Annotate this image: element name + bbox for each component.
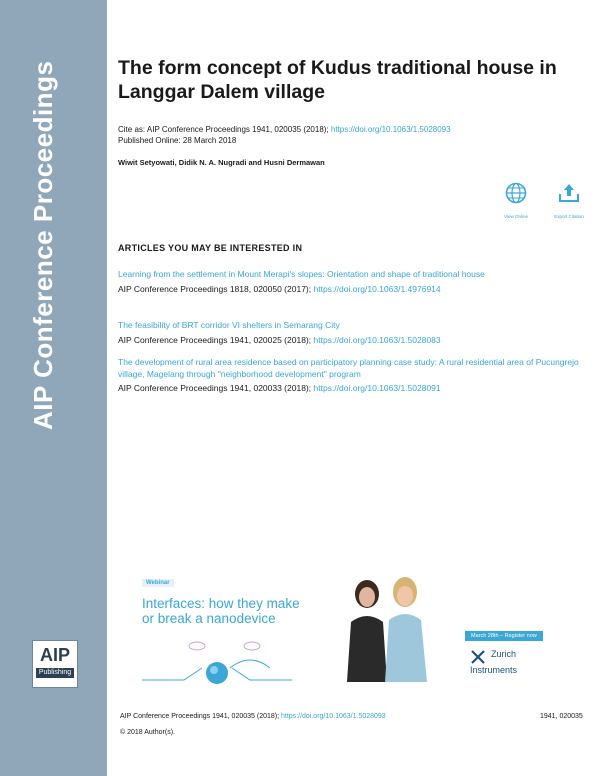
footer-doi-link[interactable]: https://doi.org/10.1063/1.5028093 bbox=[281, 713, 386, 720]
aip-publishing-logo[interactable] bbox=[32, 640, 78, 688]
sidebar bbox=[0, 0, 107, 776]
footer-cite-prefix: AIP Conference Proceedings 1941, 020035 (2018); bbox=[120, 713, 280, 720]
webinar-badge: Webinar bbox=[142, 579, 174, 587]
globe-icon bbox=[505, 182, 527, 204]
article-doi-link[interactable]: https://doi.org/10.1063/1.4976914 bbox=[313, 283, 441, 294]
article-doi-link[interactable]: https://doi.org/10.1063/1.5028083 bbox=[313, 334, 441, 345]
cite-doi-link[interactable]: https://doi.org/10.1063/1.5028093 bbox=[330, 125, 451, 134]
export-citation-button[interactable] bbox=[546, 182, 592, 219]
related-article-source bbox=[118, 383, 588, 395]
footer-page-ref: 1941, 020035 bbox=[540, 713, 583, 720]
company-name: Instruments bbox=[470, 665, 518, 675]
zurich-instruments-mark-icon bbox=[470, 649, 486, 665]
authors: Wiwit Setyowati, Didik N. A. Nugradi and Husni Dermawan bbox=[118, 158, 325, 167]
published-date: Published Online: 28 March 2018 bbox=[118, 136, 237, 145]
article-source-text: AIP Conference Proceedings 1941, 020025 (2018); bbox=[118, 334, 312, 345]
company-name: Zurich bbox=[491, 649, 517, 659]
related-article-title[interactable]: The development of rural area residence based on participatory planning case study: A rural residential area of Pucungrejo village, Magelang through "neighborhood development" program bbox=[118, 357, 579, 379]
presenters-photo bbox=[325, 572, 445, 682]
ad-headline-line: or break a nanodevice bbox=[142, 611, 276, 626]
view-online-button[interactable] bbox=[493, 182, 539, 219]
related-article-title[interactable]: The feasibility of BRT corridor VI shelters in Semarang City bbox=[118, 320, 340, 330]
zurich-instruments-logo bbox=[470, 649, 517, 675]
webinar-advertisement[interactable] bbox=[120, 572, 582, 682]
footer-citation bbox=[120, 713, 386, 720]
article-source-text: AIP Conference Proceedings 1818, 020050 (2017); bbox=[118, 283, 312, 294]
related-article bbox=[118, 320, 588, 346]
related-article bbox=[118, 269, 588, 295]
related-article-source bbox=[118, 335, 588, 347]
related-article-title[interactable]: Learning from the settlement in Mount Merapi's slopes: Orientation and shape of traditional house bbox=[118, 269, 485, 279]
citation-block bbox=[118, 124, 451, 146]
related-article-source bbox=[118, 284, 588, 296]
copyright: © 2018 Author(s). bbox=[120, 729, 175, 736]
ad-headline-line: Interfaces: how they make bbox=[142, 596, 300, 611]
article-doi-link[interactable]: https://doi.org/10.1063/1.5028091 bbox=[313, 383, 441, 393]
paper-title: The form concept of Kudus traditional house in Langgar Dalem village bbox=[118, 57, 557, 103]
register-now-button[interactable]: March 28th – Register now bbox=[465, 631, 543, 641]
article-source-text: AIP Conference Proceedings 1941, 020033 (2018); bbox=[118, 383, 312, 393]
logo-main: AIP bbox=[39, 645, 70, 665]
related-article bbox=[118, 357, 588, 395]
export-icon bbox=[558, 182, 580, 204]
related-heading: ARTICLES YOU MAY BE INTERESTED IN bbox=[118, 243, 303, 253]
export-citation-label: Export Citation bbox=[554, 214, 584, 219]
nanodevice-illustration bbox=[142, 618, 292, 693]
view-online-label: View Online bbox=[504, 214, 528, 219]
cite-prefix: Cite as: AIP Conference Proceedings 1941, 020035 (2018); bbox=[118, 125, 329, 134]
journal-title: AIP Conference Proceedings bbox=[28, 60, 58, 430]
logo-sub: Publishing bbox=[36, 668, 74, 678]
